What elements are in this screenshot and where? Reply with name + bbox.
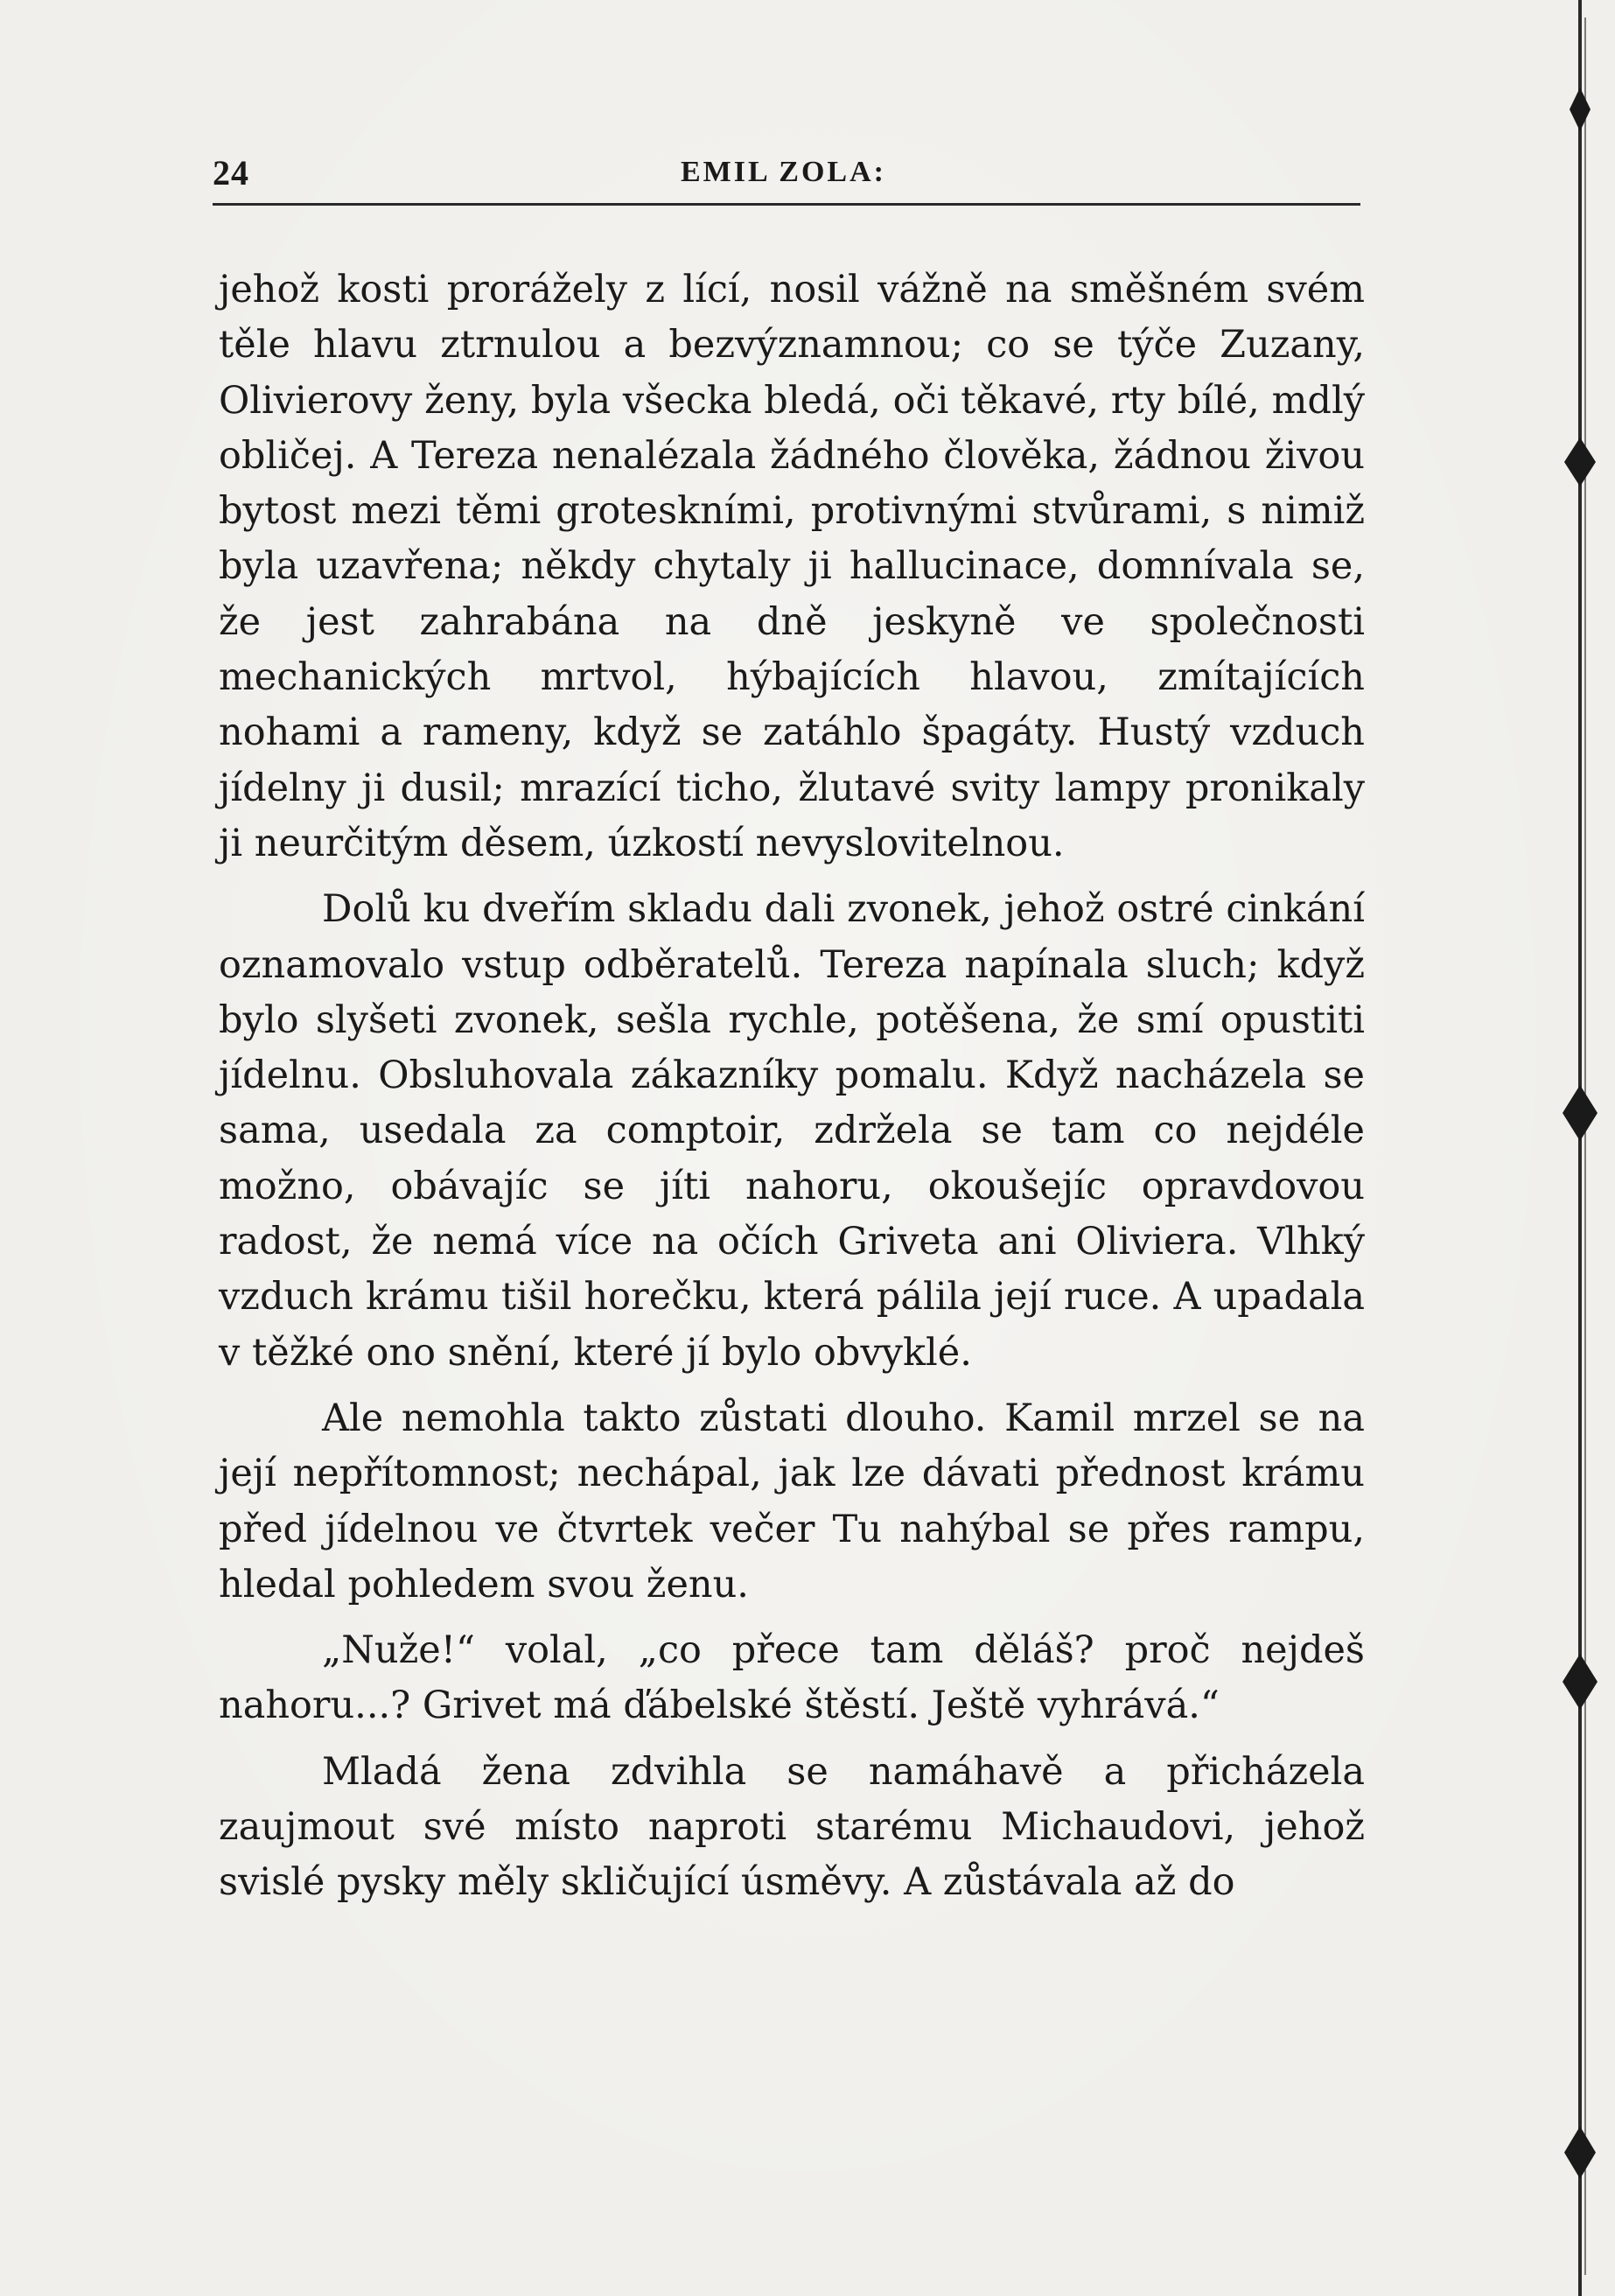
body-text	[219, 262, 1365, 1922]
binding-ornament	[1570, 88, 1591, 131]
paragraph: Ale nemohla takto zůstati dlouho. Kamil mrzel se na její nepřítomnost; nechápal, jak lze dávati přednost krámu před jídelnou ve čtvrtek večer Tu nahýbal se přes rampu, hledal pohledem svou ženu.	[219, 1396, 1365, 1606]
paragraph: Dolů ku dveřím skladu dali zvonek, jehož ostré cinkání oznamovalo vstup odběratelů. Tereza napínala sluch; když bylo slyšeti zvonek, sešla rychle, potěšena, že smí opustiti jídelnu. Obsluhovala zákazníky pomalu. Když nacházela se sama, usedala za comptoir, zdržela se tam co nejdéle možno, obávajíc se jíti nahoru, okoušejíc opravdovou radost, že nemá více na očích Griveta ani Oliviera. Vlhký vzduch krámu tišil horečku, která pálila její ruce. A upadala v těžké ono snění, které jí bylo obvyklé.	[219, 887, 1365, 1375]
paragraph: Mladá žena zdvihla se namáhavě a přicházela zaujmout své místo naproti starému Michaudovi, jehož svislé pysky měly skličující úsměvy. A zůstávala až do	[219, 1749, 1365, 1905]
paragraph: „Nuže!“ volal, „co přece tam děláš? proč nejdeš nahoru...? Grivet má ďábelské štěstí. Ještě vyhrává.“	[219, 1628, 1365, 1728]
binding-ornament	[1564, 438, 1596, 486]
binding-ornament	[1563, 1085, 1598, 1141]
paragraph: jehož kosti prorážely z lící, nosil vážně na směšném svém těle hlavu ztrnulou a bezvýznamnou; co se týče Zuzany, Olivierovy ženy, byla všecka bledá, oči těkavé, rty bílé, mdlý obličej. A Tereza nenalézala žádného člověka, žádnou živou bytost mezi těmi groteskními, protivnými stvůrami, s nimiž byla uzavřena; někdy chytaly ji hallucinace, domnívala se, že jest zahrabána na dně jeskyně ve společnosti mechanických mrtvol, hýbajících hlavou, zmítajících nohami a rameny, když se zatáhlo špagáty. Hustý vzduch jídelny ji dusil; mrazící ticho, žlutavé svity lampy pronikaly ji neurčitým děsem, úzkostí nevyslovitelnou.	[219, 268, 1365, 865]
binding-ornament	[1563, 1654, 1598, 1710]
page-header	[213, 149, 1360, 206]
page-number: 24	[213, 153, 249, 192]
binding-ornament	[1564, 2126, 1596, 2179]
running-head: EMIL ZOLA:	[681, 156, 886, 188]
binding-edge	[1536, 0, 1615, 2296]
